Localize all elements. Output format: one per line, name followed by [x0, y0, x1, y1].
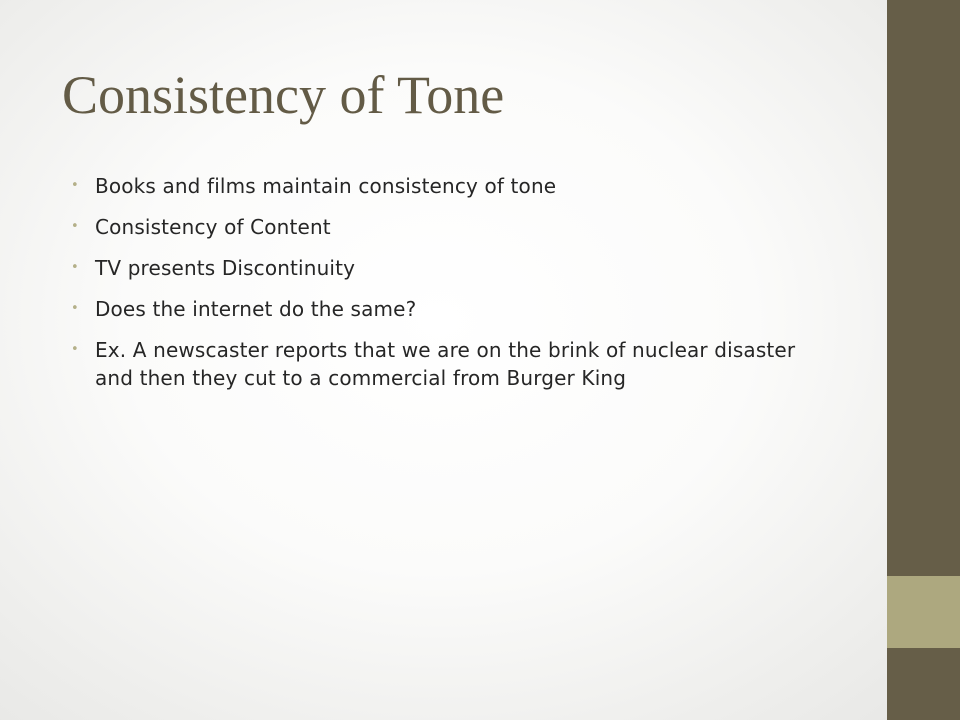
slide-title: Consistency of Tone: [62, 65, 505, 125]
bullet-item-2: [68, 213, 828, 241]
bullet-text: Ex. A newscaster reports that we are on the brink of nuclear disaster and then they cut to a commercial from Burger King: [95, 338, 796, 390]
bullet-item-4: [68, 295, 828, 323]
sidebar-accent-block: [887, 576, 960, 648]
bullet-list: [68, 172, 828, 405]
bullet-item-1: [68, 172, 828, 200]
decorative-sidebar: [887, 0, 960, 720]
bullet-marker-icon: •: [71, 301, 79, 316]
bullet-item-5: [68, 336, 828, 392]
sidebar-dark-footer: [887, 648, 960, 720]
bullet-text: TV presents Discontinuity: [95, 256, 356, 280]
bullet-text: Books and films maintain consistency of tone: [95, 174, 557, 198]
bullet-marker-icon: •: [71, 219, 79, 234]
bullet-marker-icon: •: [71, 178, 79, 193]
bullet-marker-icon: •: [71, 342, 79, 357]
bullet-text: Does the internet do the same?: [95, 297, 417, 321]
bullet-marker-icon: •: [71, 260, 79, 275]
bullet-item-3: [68, 254, 828, 282]
bullet-text: Consistency of Content: [95, 215, 331, 239]
sidebar-dark-panel: [887, 0, 960, 576]
